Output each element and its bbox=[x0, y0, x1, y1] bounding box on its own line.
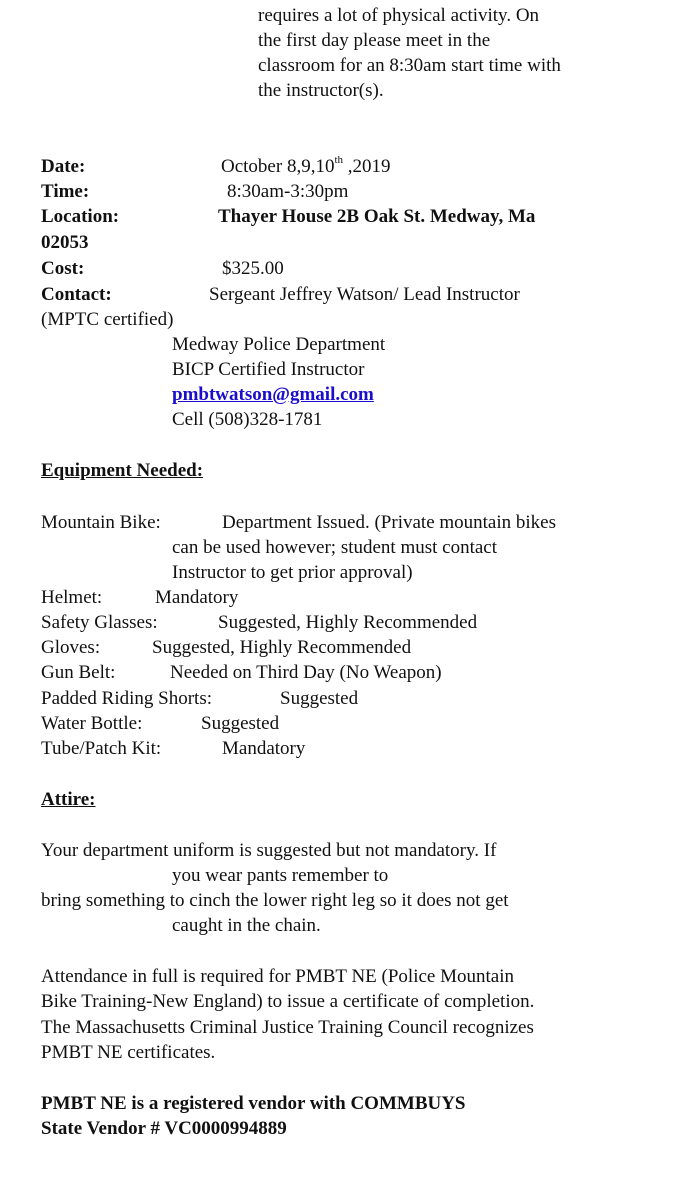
equipment-bike-value: Department Issued. (Private mountain bikes bbox=[222, 512, 557, 533]
intro-line-1: requires a lot of physical activity. On bbox=[258, 5, 540, 26]
equipment-shorts-value: Suggested bbox=[280, 688, 359, 709]
contact-bicp: BICP Certified Instructor bbox=[172, 359, 365, 380]
attendance-line-1: Attendance in full is required for PMBT NE (Police Mountain bbox=[41, 966, 514, 987]
location-zip: 02053 bbox=[41, 232, 89, 253]
attire-heading: Attire: bbox=[41, 789, 96, 810]
contact-email-link[interactable]: pmbtwatson@gmail.com bbox=[172, 384, 374, 405]
equipment-kit-value: Mandatory bbox=[222, 738, 306, 759]
intro-line-2: the first day please meet in the bbox=[258, 30, 491, 51]
equipment-bike-label: Mountain Bike: bbox=[41, 512, 161, 533]
vendor-line-1: PMBT NE is a registered vendor with COMMBUYS bbox=[41, 1093, 466, 1114]
attire-line-1: Your department uniform is suggested but not mandatory. If bbox=[41, 840, 497, 861]
attire-line-4: caught in the chain. bbox=[172, 915, 321, 936]
contact-department: Medway Police Department bbox=[172, 334, 386, 355]
equipment-glasses-value: Suggested, Highly Recommended bbox=[218, 612, 478, 633]
equipment-helmet-value: Mandatory bbox=[155, 587, 239, 608]
attire-line-3: bring something to cinch the lower right leg so it does not get bbox=[41, 890, 509, 911]
intro-line-3: classroom for an 8:30am start time with bbox=[258, 55, 561, 76]
equipment-helmet-label: Helmet: bbox=[41, 587, 103, 608]
equipment-bottle-value: Suggested bbox=[201, 713, 280, 734]
equipment-kit-label: Tube/Patch Kit: bbox=[41, 738, 162, 759]
equipment-shorts-label: Padded Riding Shorts: bbox=[41, 688, 213, 709]
vendor-line-2: State Vendor # VC0000994889 bbox=[41, 1118, 287, 1139]
equipment-heading: Equipment Needed: bbox=[41, 460, 204, 481]
date-value: October 8,9,10th ,2019 bbox=[221, 153, 391, 177]
cost-label: Cost: bbox=[41, 258, 85, 279]
contact-value: Sergeant Jeffrey Watson/ Lead Instructor bbox=[209, 284, 520, 305]
location-value: Thayer House 2B Oak St. Medway, Ma bbox=[218, 206, 536, 227]
equipment-glasses-label: Safety Glasses: bbox=[41, 612, 158, 633]
time-label: Time: bbox=[41, 181, 90, 202]
contact-label: Contact: bbox=[41, 284, 112, 305]
attendance-line-4: PMBT NE certificates. bbox=[41, 1042, 216, 1063]
attire-line-2: you wear pants remember to bbox=[172, 865, 389, 886]
equipment-gunbelt-value: Needed on Third Day (No Weapon) bbox=[170, 662, 442, 683]
cost-value: $325.00 bbox=[222, 258, 284, 279]
attendance-line-3: The Massachusetts Criminal Justice Training Council recognizes bbox=[41, 1017, 534, 1038]
equipment-gloves-label: Gloves: bbox=[41, 637, 101, 658]
contact-cell: Cell (508)328-1781 bbox=[172, 409, 323, 430]
time-value: 8:30am-3:30pm bbox=[227, 181, 349, 202]
equipment-bike-value-3: Instructor to get prior approval) bbox=[172, 562, 413, 583]
date-label: Date: bbox=[41, 156, 86, 177]
equipment-gloves-value: Suggested, Highly Recommended bbox=[152, 637, 412, 658]
equipment-bike-value-2: can be used however; student must contact bbox=[172, 537, 498, 558]
location-label: Location: bbox=[41, 206, 120, 227]
equipment-gunbelt-label: Gun Belt: bbox=[41, 662, 116, 683]
intro-line-4: the instructor(s). bbox=[258, 80, 384, 101]
equipment-bottle-label: Water Bottle: bbox=[41, 713, 143, 734]
attendance-line-2: Bike Training-New England) to issue a certificate of completion. bbox=[41, 991, 535, 1012]
contact-certification: (MPTC certified) bbox=[41, 309, 174, 330]
